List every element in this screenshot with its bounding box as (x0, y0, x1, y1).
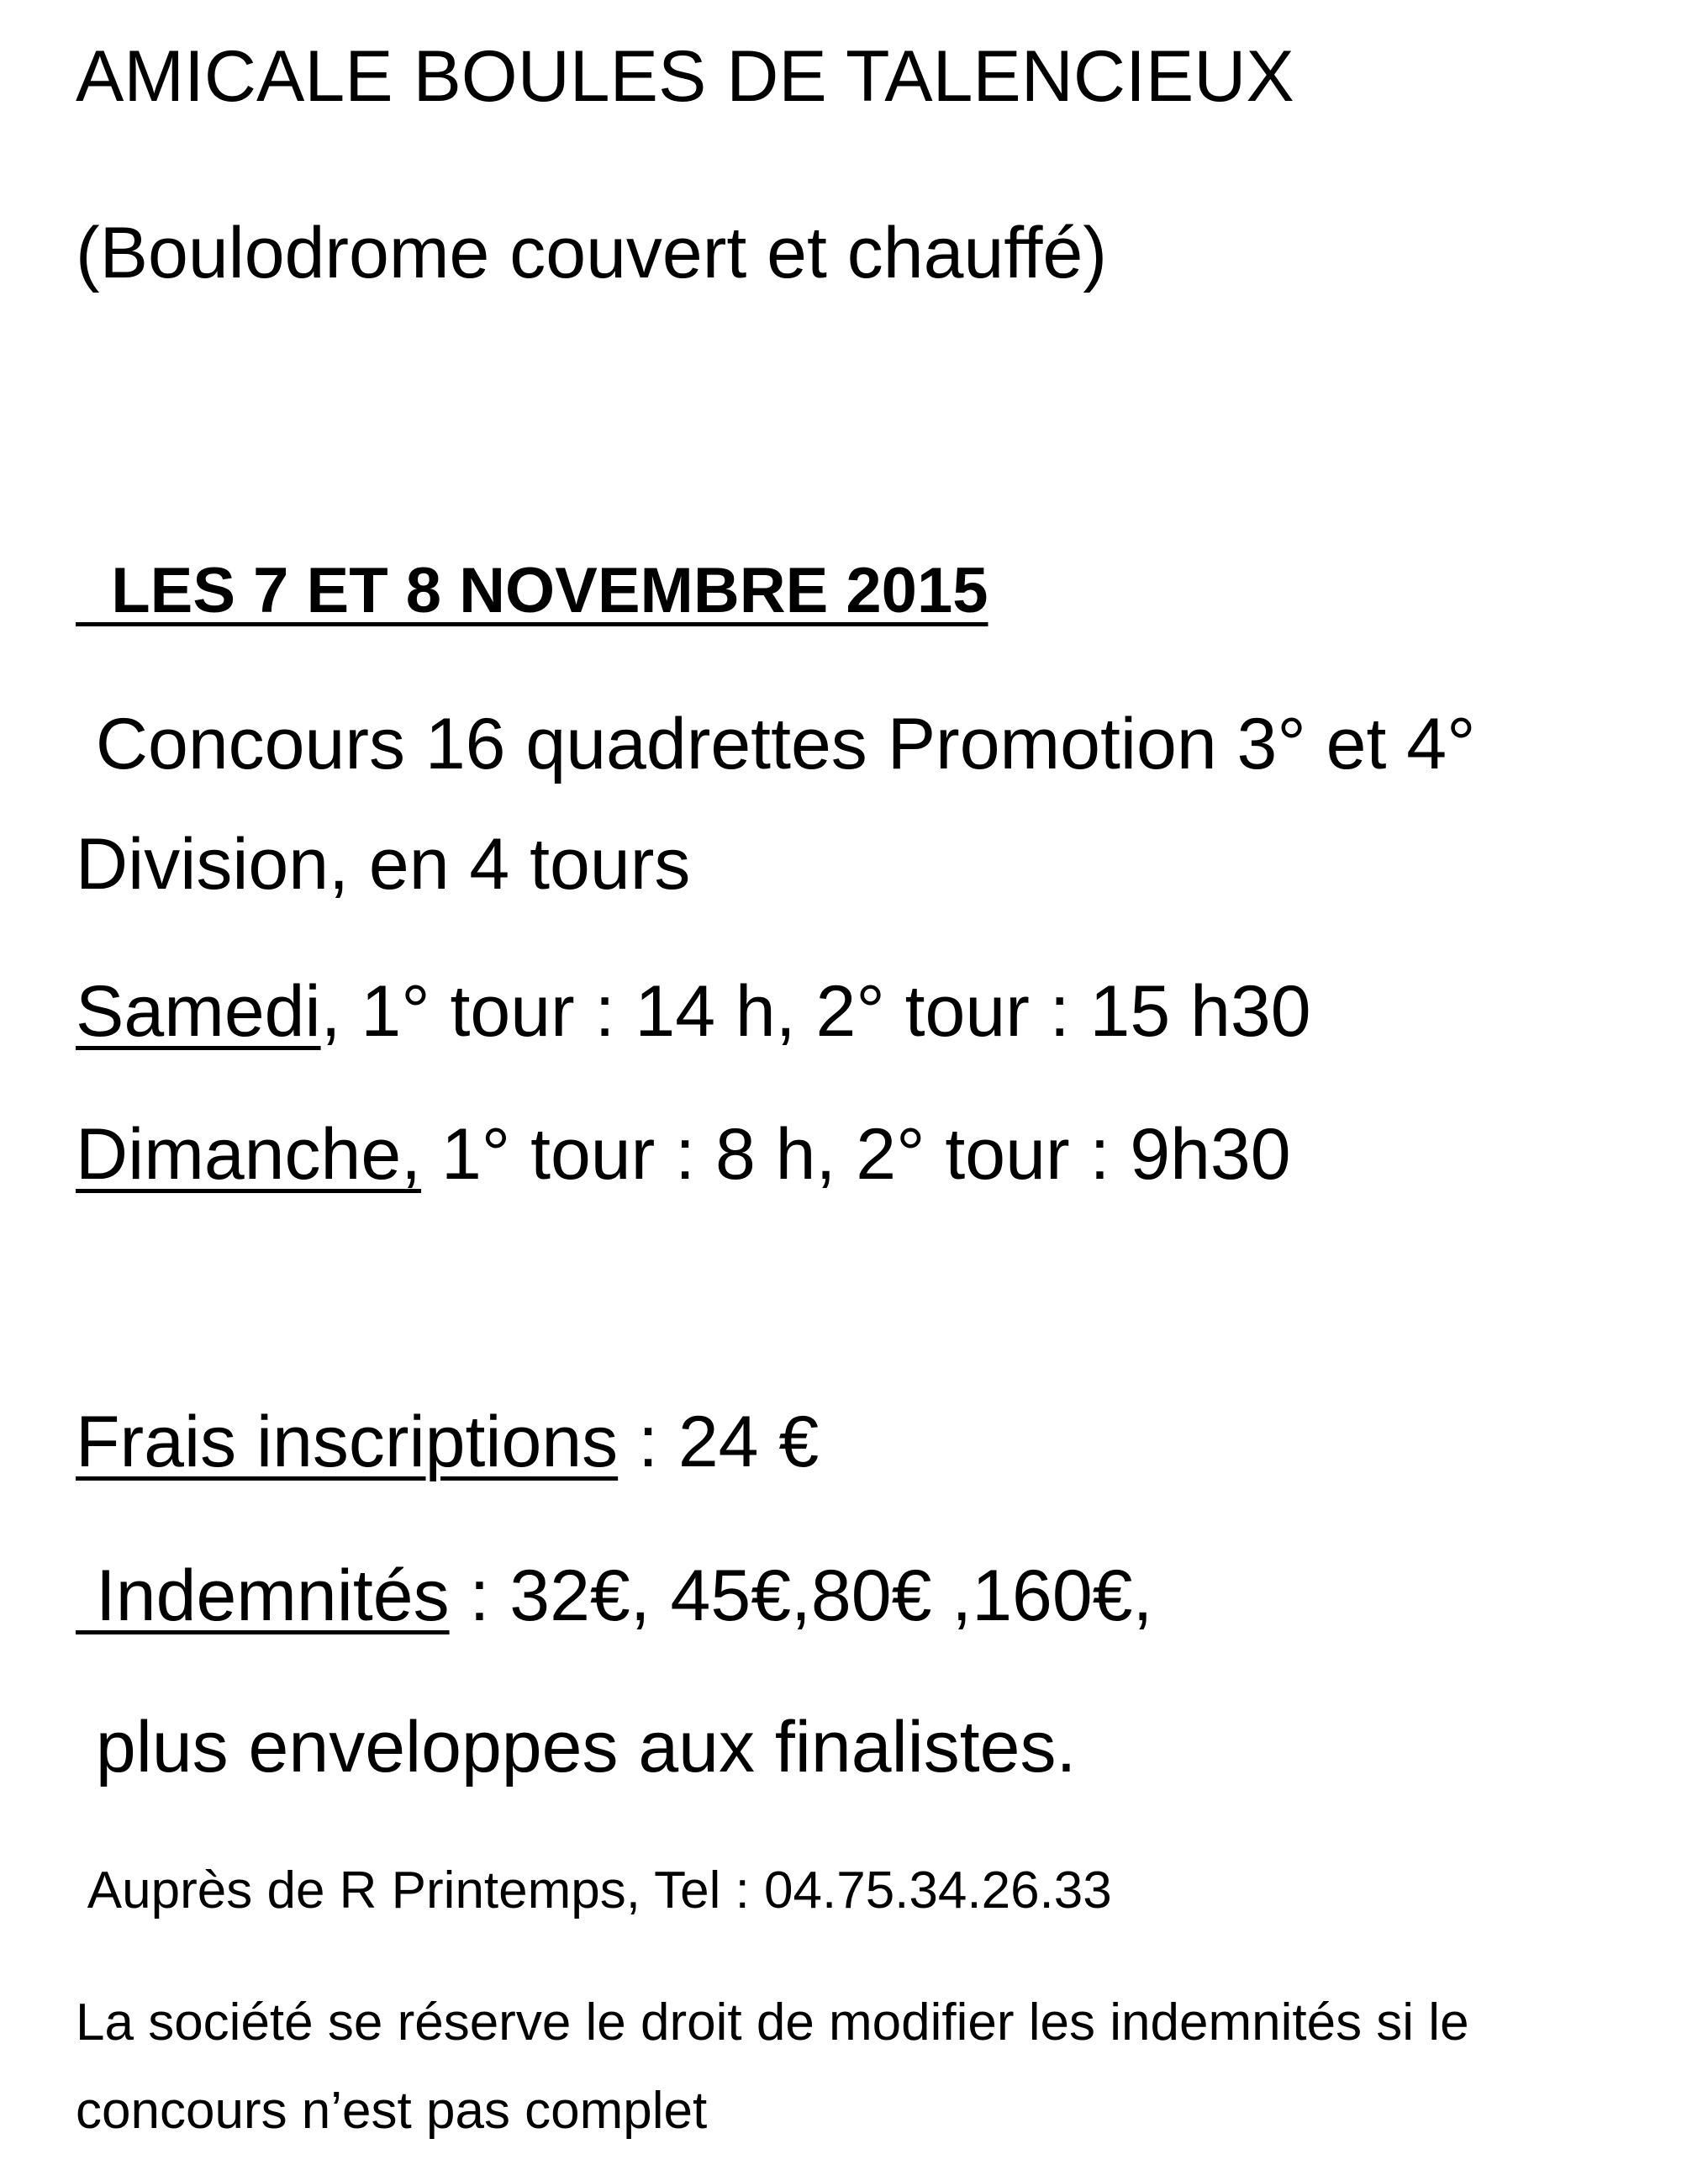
saturday-label: Samedi (76, 971, 321, 1052)
disclaimer-line1: La société se réserve le droit de modifier les indemnités si le (76, 1993, 1469, 2051)
sunday-schedule (76, 1114, 1291, 1195)
indemnities (76, 1555, 1153, 1636)
venue-note: (Boulodrome couvert et chauffé) (76, 213, 1107, 293)
indemnities-label: Indemnités (76, 1555, 450, 1636)
contact-line: Auprès de R Printemps, Tel : 04.75.34.26.33 (76, 1861, 1112, 1919)
registration-fee (76, 1402, 820, 1482)
indemnities-value: : 32€, 45€,80€ ,160€, (449, 1555, 1153, 1636)
registration-value: : 24 € (618, 1402, 820, 1482)
sunday-times: 1° tour : 8 h, 2° tour : 9h30 (421, 1114, 1291, 1195)
event-description-line2: Division, en 4 tours (76, 824, 691, 905)
club-name-heading: AMICALE BOULES DE TALENCIEUX (76, 36, 1294, 117)
sunday-label: Dimanche, (76, 1114, 422, 1195)
event-date-title: LES 7 ET 8 NOVEMBRE 2015 (76, 555, 988, 626)
event-description-line1: Concours 16 quadrettes Promotion 3° et 4° (76, 704, 1476, 784)
registration-label: Frais inscriptions (76, 1402, 619, 1482)
saturday-schedule (76, 971, 1311, 1052)
saturday-times: , 1° tour : 14 h, 2° tour : 15 h30 (320, 971, 1311, 1052)
finalists-note: plus enveloppes aux finalistes. (76, 1707, 1077, 1787)
disclaimer-line2: concours n’est pas complet (76, 2082, 708, 2140)
